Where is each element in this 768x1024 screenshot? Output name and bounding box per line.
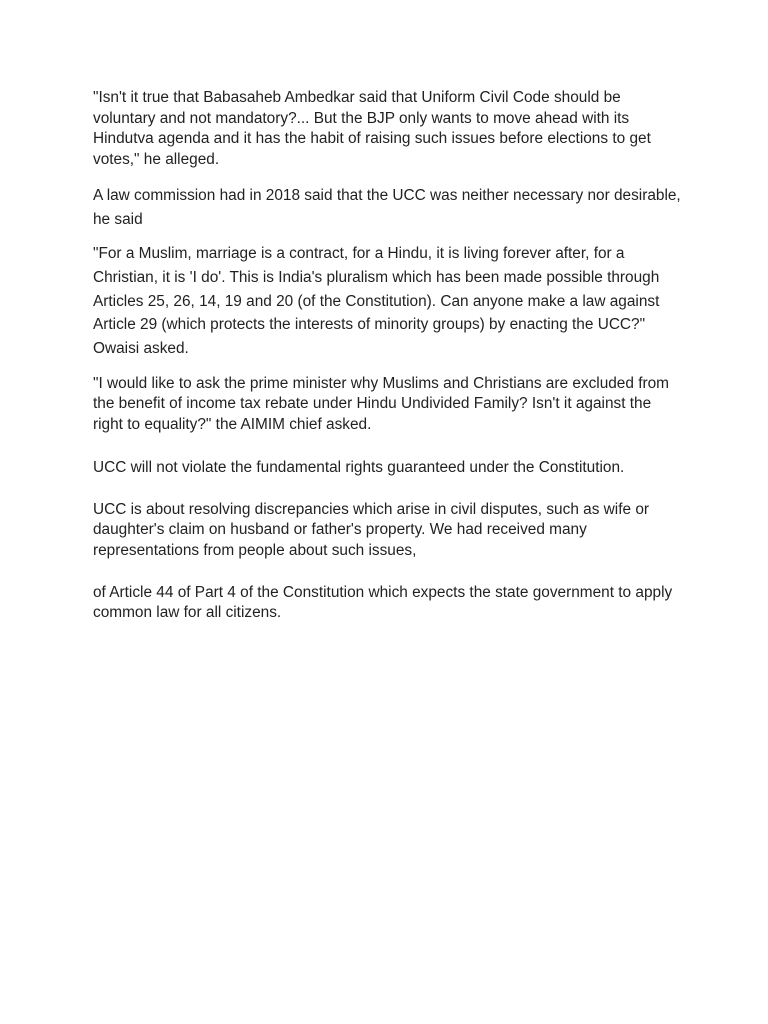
paragraph-income-tax-question: "I would like to ask the prime minister why Muslims and Christians are excluded from the benefit of income tax rebate under Hindu Undivided Family? Isn't it against the right to equality?" the AIMIM chief asked. (93, 374, 669, 434)
paragraph-article-44: of Article 44 of Part 4 of the Constitution which expects the state government to apply common law for all citizens. (93, 583, 673, 622)
paragraph-law-commission: A law commission had in 2018 said that the UCC was neither necessary nor desirable, he said (93, 186, 681, 228)
document-body (93, 88, 683, 624)
paragraph-civil-disputes: UCC is about resolving discrepancies which arise in civil disputes, such as wife or daughter's claim on husband or father's property. We had received many representations from people about such issues, (93, 500, 650, 559)
paragraph-ambedkar-quote: "Isn't it true that Babasaheb Ambedkar said that Uniform Civil Code should be voluntary and not mandatory?... But the BJP only wants to move ahead with its Hindutva agenda and it has the habit of raising such issues before elections to get votes," he alleged. (93, 89, 651, 169)
paragraph-pluralism-quote: "For a Muslim, marriage is a contract, for a Hindu, it is living forever after, for a Christian, it is 'I do'. This is India's pluralism which has been made possible through Articles 25, 26, 14, 19 and 20 (of the Constitution). Can anyone make a law against Article 29 (which protects the interests of minority groups) by enacting the UCC?" Owaisi asked. (93, 245, 660, 358)
paragraph-fundamental-rights: UCC will not violate the fundamental rights guaranteed under the Constitution. (93, 458, 625, 476)
